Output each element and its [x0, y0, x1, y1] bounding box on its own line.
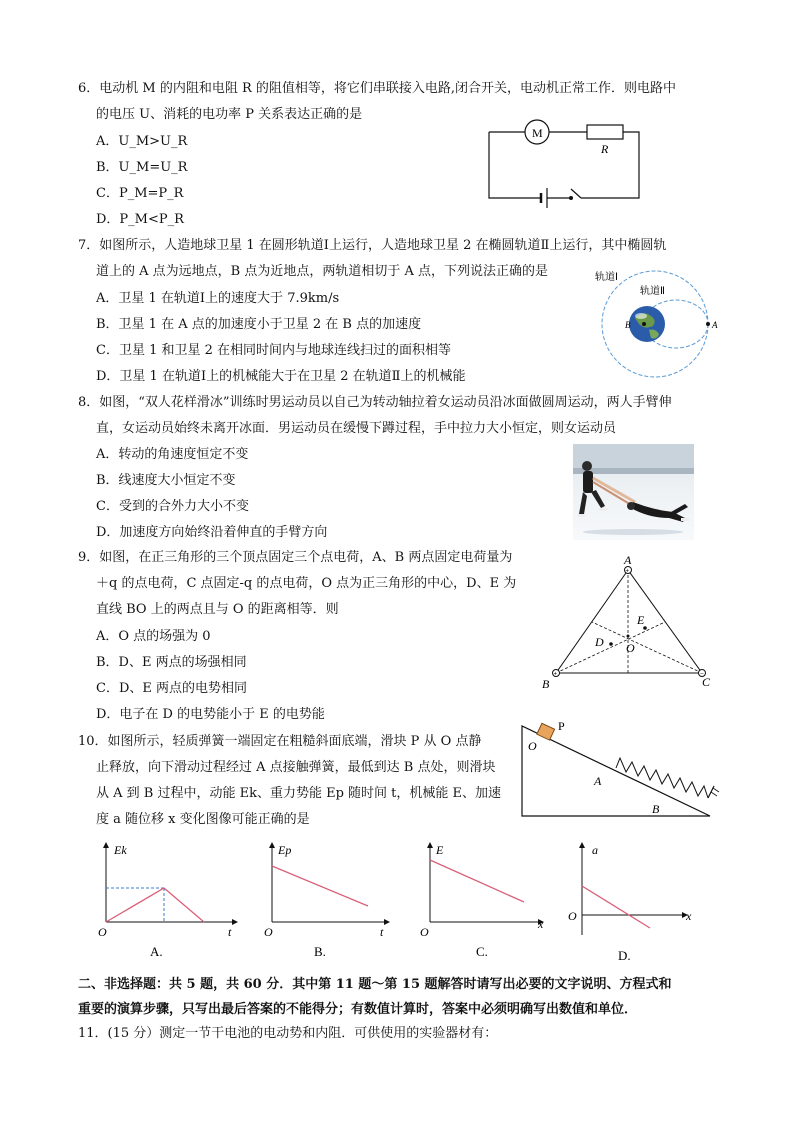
q6-circuit-diagram [485, 118, 645, 214]
q9-label-c: C [702, 675, 711, 689]
graph-b-caption: B. [314, 944, 326, 959]
q9-stem-line1: 9．如图，在正三角形的三个顶点固定三个点电荷，A、B 两点固定电荷量为 [78, 550, 513, 565]
q9-triangle-diagram [540, 553, 720, 691]
graph-c-caption: C. [476, 944, 488, 959]
q7-orbit2-label: 轨道Ⅱ [640, 286, 665, 297]
q9-label-e: E [637, 613, 645, 627]
q6-motor-label: M [532, 126, 543, 140]
q7-orbit-diagram [595, 262, 725, 382]
q11-stem-line1: 11．(15 分）测定一节干电池的电动势和内阻．可供使用的实验器材有： [78, 1026, 498, 1041]
q9-option-b: B．D、E 两点的场强相同 [96, 655, 247, 670]
q10-label-p: P [558, 719, 565, 733]
graph-c-xlabel: x [538, 917, 544, 931]
graph-d [566, 840, 706, 963]
graph-d-xlabel: x [686, 909, 692, 923]
q7-orbit1-label: 轨道Ⅰ [595, 272, 618, 283]
section2-heading-line1: 二、非选择题：共 5 题，共 60 分．其中第 11 题～第 15 题解答时请写出必要的文字说明、方程式和 [78, 977, 672, 992]
q6-option-c: C．P_M=P_R [96, 186, 184, 201]
graph-a-xlabel: t [228, 925, 232, 939]
graph-b [262, 840, 412, 959]
q9-stem-line3: 直线 BO 上的两点且与 O 的距离相等．则 [96, 602, 339, 617]
q8-option-d: D．加速度方向始终沿着伸直的手臂方向 [96, 525, 328, 540]
q6-resistor-label: R [601, 142, 609, 156]
graph-d-origin: O [568, 909, 577, 923]
graph-d-ylabel: a [592, 843, 598, 857]
graph-a-origin: O [98, 925, 107, 939]
graph-a-ylabel: Ek [114, 843, 127, 857]
graph-a-caption: A. [150, 944, 163, 959]
q10-label-b: B [652, 802, 660, 816]
q9-stem-line2: ＋q 的点电荷，C 点固定-q 的点电荷，O 点为正三角形的中心，D、E 为 [96, 576, 517, 591]
q10-incline-diagram [518, 712, 718, 822]
figure-skating-photo [573, 444, 694, 540]
q9-label-d: D [595, 635, 604, 649]
graph-d-caption: D. [618, 948, 631, 963]
q7-option-a: A．卫星 1 在轨道Ⅰ上的速度大于 7.9km/s [96, 291, 340, 306]
q9-label-a: A [624, 553, 632, 567]
q8-option-c: C．受到的合外力大小不变 [96, 499, 249, 514]
section2-heading-line2: 重要的演算步骤，只写出最后答案的不能得分；有数值计算时，答案中必须明确写出数值和单位． [78, 1002, 638, 1017]
svg-text:+: + [625, 568, 630, 575]
q10-label-a: A [594, 774, 602, 788]
graph-c-ylabel: E [436, 843, 444, 857]
q9-label-b: B [542, 677, 550, 691]
q10-stem-line2: 止释放，向下滑动过程经过 A 点接触弹簧，最低到达 B 点处，则滑块 [96, 760, 496, 775]
q10-stem-line4: 度 a 随位移 x 变化图像可能正确的是 [96, 812, 310, 827]
graph-c [420, 840, 570, 959]
q6-option-a: A．U_M>U_R [96, 134, 188, 149]
q7-point-a-label: A [712, 320, 718, 330]
q6-option-b: B．U_M=U_R [96, 160, 188, 175]
q10-stem-line3: 从 A 到 B 过程中，动能 Ek、重力势能 Ep 随时间 t，机械能 E、加速 [96, 786, 502, 801]
graph-b-origin: O [264, 925, 273, 939]
graph-b-ylabel: Ep [278, 843, 292, 857]
graph-b-xlabel: t [380, 925, 384, 939]
q6-option-d: D．P_M<P_R [96, 212, 184, 227]
q9-label-o: O [626, 641, 635, 655]
q9-option-a: A．O 点的场强为 0 [96, 629, 211, 644]
q10-label-o: O [528, 739, 537, 753]
graph-a [96, 840, 246, 959]
q6-stem-line1: 6．电动机 M 的内阻和电阻 R 的阻值相等，将它们串联接入电路,闭合开关，电动机正常工作．则电路中 [78, 81, 677, 96]
q7-stem-line1: 7．如图所示，人造地球卫星 1 在圆形轨道Ⅰ上运行，人造地球卫星 2 在椭圆轨道Ⅱ上运行，其中椭圆轨 [78, 238, 667, 253]
q7-stem-line2: 道上的 A 点为远地点，B 点为近地点，两轨道相切于 A 点，下列说法正确的是 [96, 264, 548, 279]
q8-option-b: B．线速度大小恒定不变 [96, 473, 236, 488]
q7-option-b: B．卫星 1 在 A 点的加速度小于卫星 2 在 B 点的加速度 [96, 317, 422, 332]
q8-option-a: A．转动的角速度恒定不变 [96, 447, 249, 462]
q10-stem-line1: 10．如图所示，轻质弹簧一端固定在粗糙斜面底端，滑块 P 从 O 点静 [78, 734, 482, 749]
q7-option-d: D．卫星 1 在轨道Ⅰ上的机械能大于在卫星 2 在轨道Ⅱ上的机械能 [96, 369, 466, 384]
q8-stem-line1: 8．如图，“双人花样滑冰”训练时男运动员以自己为转动轴拉着女运动员沿冰面做圆周运动，两人手臂伸 [78, 395, 672, 410]
q9-option-c: C．D、E 两点的电势相同 [96, 681, 247, 696]
svg-text:−: − [700, 671, 704, 678]
graph-c-origin: O [420, 925, 429, 939]
q6-stem-line2: 的电压 U、消耗的电功率 P 关系表达正确的是 [96, 107, 363, 122]
svg-text:+: + [553, 671, 558, 678]
q7-option-c: C．卫星 1 和卫星 2 在相同时间内与地球连线扫过的面积相等 [96, 343, 452, 358]
q8-stem-line2: 直，女运动员始终未离开冰面．男运动员在缓慢下蹲过程，手中拉力大小恒定，则女运动员 [96, 421, 617, 436]
q9-option-d: D．电子在 D 的电势能小于 E 的电势能 [96, 707, 325, 722]
q7-point-b-label: B [625, 320, 631, 330]
